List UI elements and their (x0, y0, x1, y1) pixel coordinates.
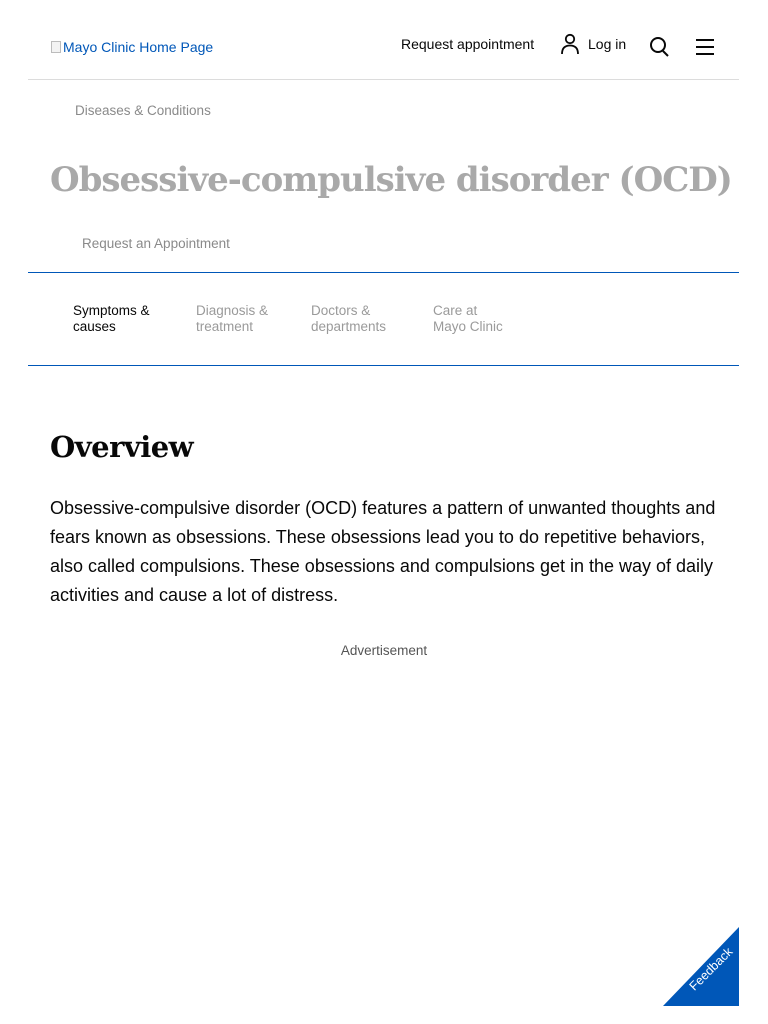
hamburger-menu-icon (694, 36, 716, 58)
tab-label-line2: departments (311, 319, 387, 334)
feedback-label: Feedback (686, 944, 736, 994)
tab-label-line1: Symptoms & (73, 303, 150, 318)
menu-button[interactable] (694, 36, 716, 58)
overview-heading: Overview (50, 430, 194, 464)
tab-doctors-departments[interactable] (311, 303, 421, 335)
advertisement-label: Advertisement (340, 643, 428, 658)
request-an-appointment-link[interactable]: Request an Appointment (82, 236, 230, 251)
overview-paragraph: Obsessive-compulsive disorder (OCD) features a pattern of unwanted thoughts and fears known as obsessions. These obsessions lead you to do repetitive behaviors, also called compulsions. These obsessions and compulsions get in the way of daily activities and cause a lot of distress. (50, 498, 716, 605)
login-link[interactable] (560, 33, 626, 55)
search-icon (648, 35, 672, 59)
request-appointment-link[interactable]: Request appointment (401, 36, 535, 52)
breadcrumb-diseases-conditions[interactable]: Diseases & Conditions (75, 103, 211, 118)
site-header (28, 0, 739, 80)
broken-image-icon (51, 41, 61, 53)
search-button[interactable] (648, 35, 672, 59)
login-label: Log in (588, 36, 627, 52)
tab-diagnosis-treatment[interactable] (196, 303, 306, 335)
feedback-corner-shape (663, 927, 739, 1006)
mayo-clinic-logo-link[interactable] (51, 39, 213, 55)
page-title: Obsessive-compulsive disorder (OCD) (50, 160, 732, 200)
logo-alt-text: Mayo Clinic Home Page (63, 39, 214, 55)
tab-label-line1: Diagnosis & (196, 303, 269, 318)
tab-label-line1: Doctors & (311, 303, 371, 318)
tab-symptoms-causes[interactable] (73, 303, 183, 335)
tab-label-line1: Care at (433, 303, 478, 318)
section-tabs (28, 272, 739, 366)
tab-label-line2: causes (73, 319, 116, 334)
tab-label-line2: treatment (196, 319, 254, 334)
tab-care-at-mayo-clinic[interactable] (433, 303, 543, 335)
user-icon (560, 33, 580, 55)
tab-label-line2: Mayo Clinic (433, 319, 503, 334)
feedback-button[interactable] (663, 927, 739, 1006)
